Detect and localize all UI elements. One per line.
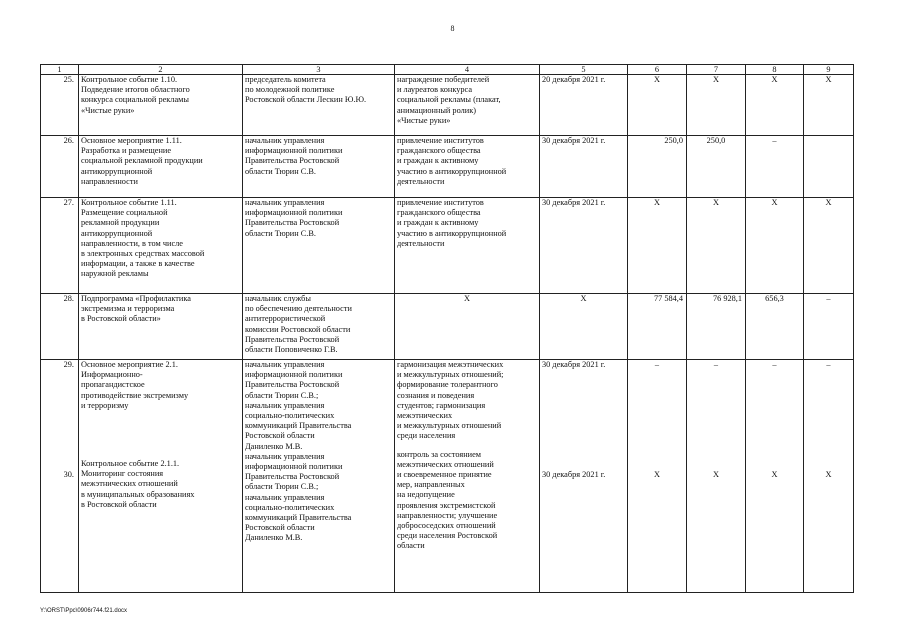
table-row bbox=[41, 360, 854, 593]
due-date: 30 декабря 2021 г. bbox=[542, 470, 606, 480]
expected-result: контроль за состоянием межэтнических отношений и своевременное принятие мер, направленных на недопущение проявления экстремистской направленности; улучшение добрососедских отношений среди населения Ростовской области bbox=[397, 449, 498, 551]
col8-value: X bbox=[746, 198, 804, 294]
col7-value: X bbox=[687, 198, 746, 294]
responsible: начальник службы по обеспечению деятельности антитеррористической комиссии Ростовской области Правительства Ростовской области Поповиченко Г.В. bbox=[243, 294, 395, 360]
row-number-group bbox=[41, 360, 79, 593]
table-row bbox=[41, 294, 854, 360]
col6-value: – bbox=[654, 360, 660, 369]
table-row bbox=[41, 136, 854, 198]
row-number: 30. bbox=[63, 470, 74, 480]
col8-group bbox=[746, 360, 804, 593]
col8-value: 656,3 bbox=[746, 294, 804, 360]
header-cell: 2 bbox=[79, 65, 243, 75]
row-number: 29. bbox=[63, 360, 74, 369]
row-number: 28. bbox=[41, 294, 79, 360]
row-number: 25. bbox=[41, 75, 79, 136]
row-number: 27. bbox=[41, 198, 79, 294]
col8-value: X bbox=[746, 75, 804, 136]
page-number: 8 bbox=[450, 24, 455, 33]
col7-value: 76 928,1 bbox=[687, 294, 746, 360]
row-number: 26. bbox=[41, 136, 79, 198]
expected-result: привлечение институтов гражданского общества и граждан к активному участию в антикоррупционной деятельности bbox=[395, 198, 540, 294]
header-cell: 3 bbox=[243, 65, 395, 75]
col9-value: – bbox=[804, 294, 854, 360]
col8-value: – bbox=[772, 360, 777, 369]
header-cell: 6 bbox=[628, 65, 687, 75]
col7-value: – bbox=[713, 360, 719, 369]
item-name: Основное мероприятие 2.1. Информационно- пропагандистское противодействие экстремизму и терроризму bbox=[81, 360, 189, 410]
col7-group bbox=[687, 360, 746, 593]
responsible: начальник управления информационной политики Правительства Ростовской области Тюрин С.В.; начальник управления социально-политических коммуникаций Правительства Ростовской области Даниленко М.В. bbox=[245, 451, 352, 543]
col9-value: X bbox=[804, 75, 854, 136]
col9-value bbox=[804, 136, 854, 198]
col6-value: 77 584,4 bbox=[628, 294, 687, 360]
due-date: 30 декабря 2021 г. bbox=[542, 360, 606, 369]
header-cell: 9 bbox=[804, 65, 854, 75]
col9-group bbox=[804, 360, 854, 593]
header-row bbox=[41, 65, 854, 75]
responsible-group bbox=[243, 360, 395, 593]
table-row bbox=[41, 198, 854, 294]
due-date: 20 декабря 2021 г. bbox=[540, 75, 628, 136]
col8-value: – bbox=[746, 136, 804, 198]
item-name: Основное мероприятие 1.11. Разработка и размещение социальной рекламной продукции антикоррупционной направленности bbox=[79, 136, 243, 198]
due-date-group bbox=[540, 360, 628, 593]
header-cell: 7 bbox=[687, 65, 746, 75]
item-name: Подпрограмма «Профилактика экстремизма и терроризма в Ростовской области» bbox=[79, 294, 243, 360]
table-row bbox=[41, 75, 854, 136]
header-cell: 8 bbox=[746, 65, 804, 75]
item-name: Контрольное событие 1.11. Размещение социальной рекламной продукции антикоррупционной направленности, в том числе в электронных средствах массовой информации, а также в качестве наружной рекламы bbox=[79, 198, 243, 294]
responsible: начальник управления информационной политики Правительства Ростовской области Тюрин С.В. bbox=[243, 136, 395, 198]
responsible: начальник управления информационной политики Правительства Ростовской области Тюрин С.В.; начальник управления социально-политических коммуникаций Правительства Ростовской области Даниленко М.В. bbox=[245, 360, 352, 451]
plan-table bbox=[40, 64, 854, 593]
due-date: X bbox=[540, 294, 628, 360]
due-date: 30 декабря 2021 г. bbox=[540, 136, 628, 198]
expected-result: привлечение институтов гражданского общества и граждан к активному участию в антикоррупционной деятельности bbox=[395, 136, 540, 198]
file-path-footer: Y:\ORST\Ppc\0906r744.f21.docx bbox=[40, 608, 128, 614]
col6-group bbox=[628, 360, 687, 593]
col6-value: 250,0 bbox=[628, 136, 687, 198]
col9-value: X bbox=[825, 470, 832, 480]
expected-result: гармонизация межэтнических и межкультурных отношений; формирование толерантного сознания и поведения студентов; гармонизация межэтнических и межкультурных отношений среди населения bbox=[397, 360, 504, 441]
col9-value: X bbox=[804, 198, 854, 294]
col6-value: X bbox=[628, 75, 687, 136]
responsible: председатель комитета по молодежной политике Ростовской области Лескин Ю.Ю. bbox=[243, 75, 395, 136]
col7-value: X bbox=[713, 470, 719, 480]
item-name-group bbox=[79, 360, 243, 593]
expected-result: награждение победителей и лауреатов конкурса социальной рекламы (плакат, анимационный ролик) «Чистые руки» bbox=[395, 75, 540, 136]
col9-value: – bbox=[826, 360, 831, 369]
item-name: Контрольное событие 2.1.1. Мониторинг состояния межэтнических отношений в муниципальных образованиях в Ростовской области bbox=[81, 459, 195, 509]
col6-value: X bbox=[654, 470, 660, 480]
expected-result-group bbox=[395, 360, 540, 593]
col7-value: 250,0 bbox=[687, 136, 746, 198]
item-name: Контрольное событие 1.10. Подведение итогов областного конкурса социальной рекламы «Чистые руки» bbox=[79, 75, 243, 136]
col6-value: X bbox=[628, 198, 687, 294]
col7-value: X bbox=[687, 75, 746, 136]
due-date: 30 декабря 2021 г. bbox=[540, 198, 628, 294]
expected-result: X bbox=[395, 294, 540, 360]
header-cell: 1 bbox=[41, 65, 79, 75]
responsible: начальник управления информационной политики Правительства Ростовской области Тюрин С.В. bbox=[243, 198, 395, 294]
header-cell: 4 bbox=[395, 65, 540, 75]
col8-value: X bbox=[771, 470, 778, 480]
header-cell: 5 bbox=[540, 65, 628, 75]
